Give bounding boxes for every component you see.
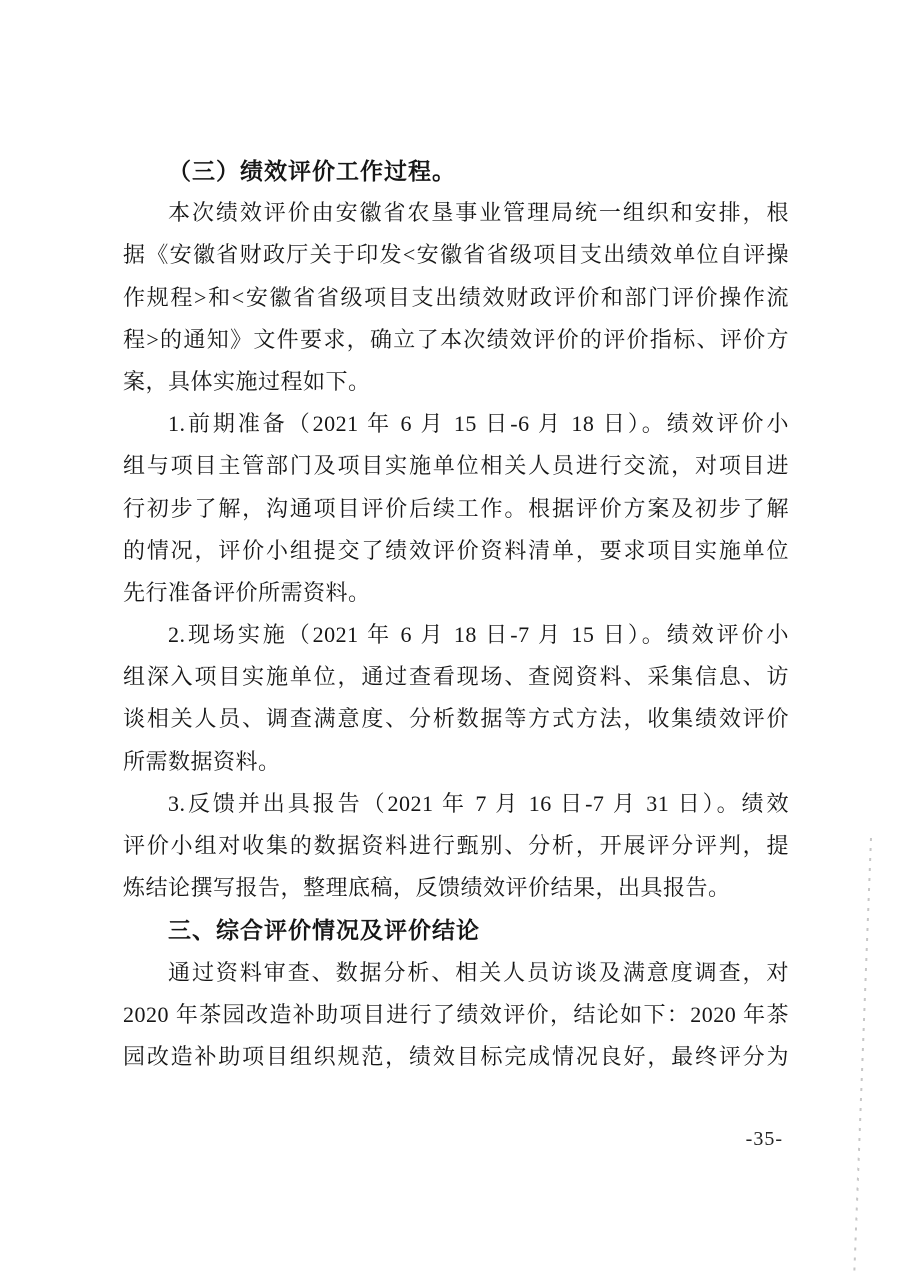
text-line: 评价小组对收集的数据资料进行甄别、分析，开展评分评判，提 <box>123 833 789 858</box>
text-line: 通过资料审查、数据分析、相关人员访谈及满意度调查，对 <box>168 959 789 985</box>
document-text <box>123 150 789 1078</box>
text-line: 组深入项目实施单位，通过查看现场、查阅资料、采集信息、访 <box>123 664 789 690</box>
text-line: 2.现场实施（2021 年 6 月 18 日-7 月 15 日）。绩效评价小 <box>168 622 789 648</box>
text-line: 谈相关人员、调查满意度、分析数据等方式方法，收集绩效评价 <box>123 706 789 732</box>
section-heading: （三）绩效评价工作过程。 <box>168 158 456 184</box>
text-line: 炼结论撰写报告，整理底稿，反馈绩效评价结果，出具报告。 <box>123 875 731 901</box>
text-line: 先行准备评价所需资料。 <box>123 579 371 605</box>
text-line: 案，具体实施过程如下。 <box>123 368 371 394</box>
text-line: 所需数据资料。 <box>123 748 281 774</box>
text-line: 作规程>和<安徽省省级项目支出绩效财政评价和部门评价操作流 <box>123 284 789 310</box>
text-line: 据《安徽省财政厅关于印发<安徽省省级项目支出绩效单位自评操 <box>123 242 789 268</box>
text-line: 组与项目主管部门及项目实施单位相关人员进行交流，对项目进 <box>123 453 789 479</box>
text-line: 2020 年茶园改造补助项目进行了绩效评价，结论如下：2020 年茶 <box>123 1001 789 1027</box>
text-line: 园改造补助项目组织规范，绩效目标完成情况良好，最终评分为 <box>123 1043 789 1069</box>
scan-artifact-line <box>853 838 872 1276</box>
text-line: 行初步了解，沟通项目评价后续工作。根据评价方案及初步了解 <box>123 495 789 521</box>
text-line: 1.前期准备（2021 年 6 月 15 日-6 月 18 日）。绩效评价小 <box>168 411 789 437</box>
text-line: 本次绩效评价由安徽省农垦事业管理局统一组织和安排，根 <box>168 200 789 226</box>
text-line: 程>的通知》文件要求，确立了本次绩效评价的评价指标、评价方 <box>123 326 789 352</box>
text-line: 的情况，评价小组提交了绩效评价资料清单，要求项目实施单位 <box>123 537 789 563</box>
section-heading: 三、综合评价情况及评价结论 <box>168 917 480 944</box>
text-line: 3.反馈并出具报告（2021 年 7 月 16 日-7 月 31 日）。绩效 <box>168 790 789 816</box>
page-number: -35- <box>745 1128 783 1150</box>
